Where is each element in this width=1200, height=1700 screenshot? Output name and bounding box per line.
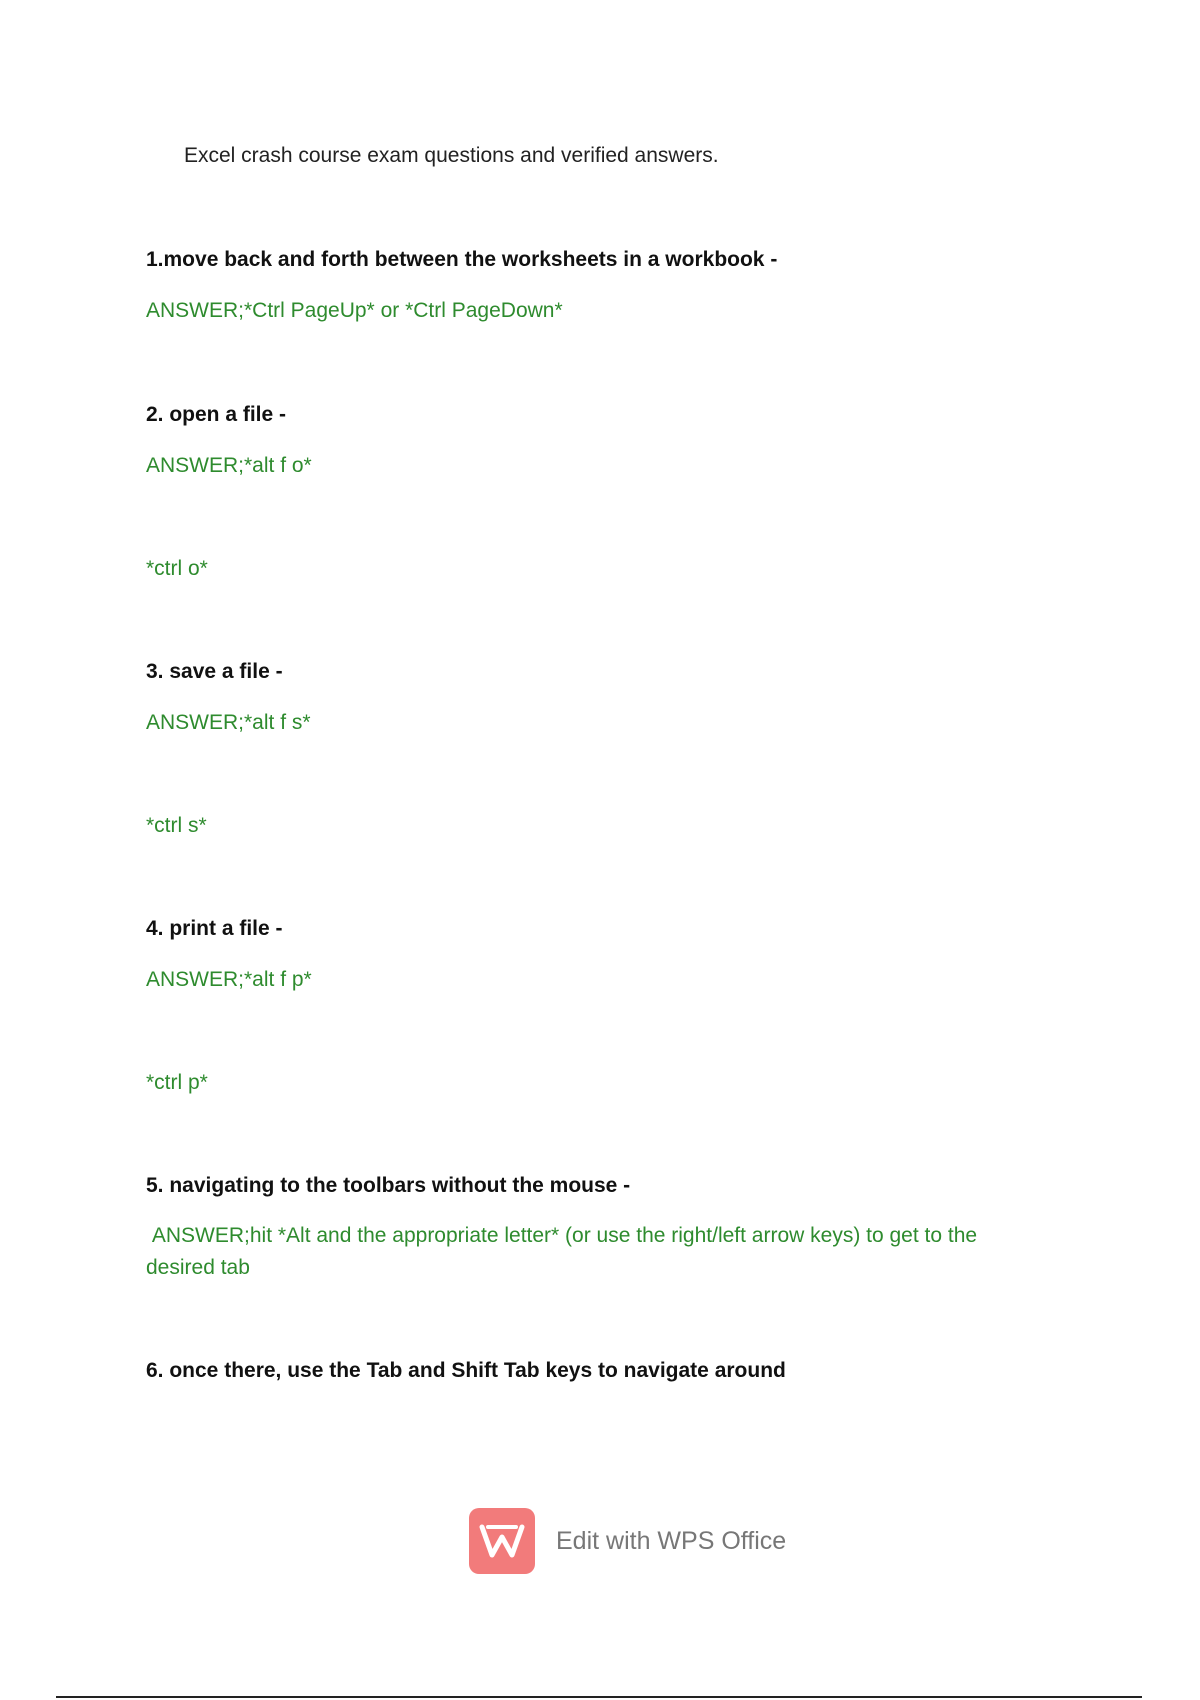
question-2: 2. open a file - xyxy=(146,403,287,426)
answer-5: ANSWER;hit *Alt and the appropriate letter* (or use the right/left arrow keys) to get to the desired tab xyxy=(146,1224,983,1279)
question-3: 3. save a file - xyxy=(146,660,283,683)
question-5: 5. navigating to the toolbars without the mouse - xyxy=(146,1174,631,1197)
answer-4: ANSWER;*alt f p* xyxy=(146,968,312,991)
question-4: 4. print a file - xyxy=(146,917,283,940)
answer-2-alt: *ctrl o* xyxy=(146,557,208,580)
question-1: 1.move back and forth between the worksheets in a workbook - xyxy=(146,248,778,271)
edit-with-wps-badge[interactable] xyxy=(469,1508,786,1574)
answer-3: ANSWER;*alt f s* xyxy=(146,711,311,734)
wps-badge-text: Edit with WPS Office xyxy=(556,1526,787,1555)
document-title: Excel crash course exam questions and verified answers. xyxy=(184,144,719,167)
answer-3-alt: *ctrl s* xyxy=(146,814,207,837)
wps-logo-icon xyxy=(469,1508,535,1574)
question-6: 6. once there, use the Tab and Shift Tab keys to navigate around xyxy=(146,1359,786,1382)
answer-2: ANSWER;*alt f o* xyxy=(146,454,312,477)
page-bottom-rule xyxy=(56,1696,1142,1698)
answer-1: ANSWER;*Ctrl PageUp* or *Ctrl PageDown* xyxy=(146,299,563,322)
answer-4-alt: *ctrl p* xyxy=(146,1071,208,1094)
